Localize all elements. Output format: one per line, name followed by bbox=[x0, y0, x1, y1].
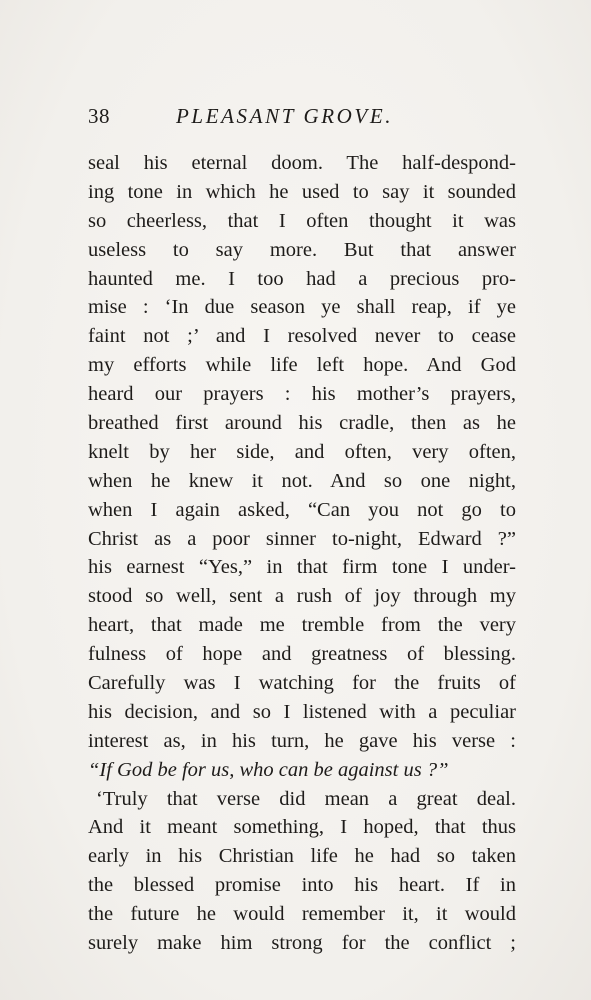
text-line-3: so cheerless, that I often thought it was bbox=[88, 209, 516, 232]
text-line-10: breathed first around his cradle, then as he bbox=[88, 412, 516, 435]
text-line-26: the blessed promise into his heart. If in bbox=[88, 874, 516, 897]
text-line-1: seal his eternal doom. The half-despond- bbox=[88, 152, 516, 174]
text-line-14: Christ as a poor sinner to-night, Edward ?” bbox=[88, 527, 516, 550]
text-line-25: early in his Christian life he had so taken bbox=[88, 845, 516, 868]
text-line-23-paragraph-start: ‘Truly that verse did mean a great deal. bbox=[96, 787, 516, 810]
text-line-21: interest as, in his turn, he gave his verse : bbox=[88, 729, 516, 752]
text-line-4: useless to say more. But that answer bbox=[88, 238, 516, 261]
text-line-19: Carefully was I watching for the fruits of bbox=[88, 672, 516, 695]
body-text bbox=[88, 149, 516, 958]
text-line-6: mise : ‘In due season ye shall reap, if ye bbox=[88, 296, 516, 319]
text-line-24: And it meant something, I hoped, that thus bbox=[88, 816, 516, 839]
text-line-17: heart, that made me tremble from the very bbox=[88, 614, 516, 637]
text-line-5: haunted me. I too had a precious pro- bbox=[88, 267, 516, 290]
text-line-22-quotation: “If God be for us, who can be against us ?” bbox=[88, 758, 449, 781]
text-line-15: his earnest “Yes,” in that firm tone I under- bbox=[88, 556, 516, 579]
text-line-13: when I again asked, “Can you not go to bbox=[88, 498, 516, 521]
text-line-12: when he knew it not. And so one night, bbox=[88, 469, 516, 492]
text-line-8: my efforts while life left hope. And God bbox=[88, 354, 516, 377]
text-line-2: ing tone in which he used to say it sounded bbox=[88, 180, 516, 203]
text-line-7: faint not ;’ and I resolved never to cease bbox=[88, 325, 516, 348]
text-line-28: surely make him strong for the conflict ; bbox=[88, 932, 516, 955]
page-header bbox=[88, 104, 508, 138]
text-line-27: the future he would remember it, it would bbox=[88, 903, 516, 926]
text-line-16: stood so well, sent a rush of joy through my bbox=[88, 585, 516, 608]
running-title: PLEASANT GROVE. bbox=[176, 104, 394, 128]
text-line-9: heard our prayers : his mother’s prayers, bbox=[88, 383, 516, 406]
text-line-18: fulness of hope and greatness of blessing. bbox=[88, 643, 516, 666]
page-number: 38 bbox=[88, 104, 110, 128]
text-line-11: knelt by her side, and often, very often, bbox=[88, 440, 516, 463]
text-line-20: his decision, and so I listened with a peculiar bbox=[88, 700, 516, 723]
